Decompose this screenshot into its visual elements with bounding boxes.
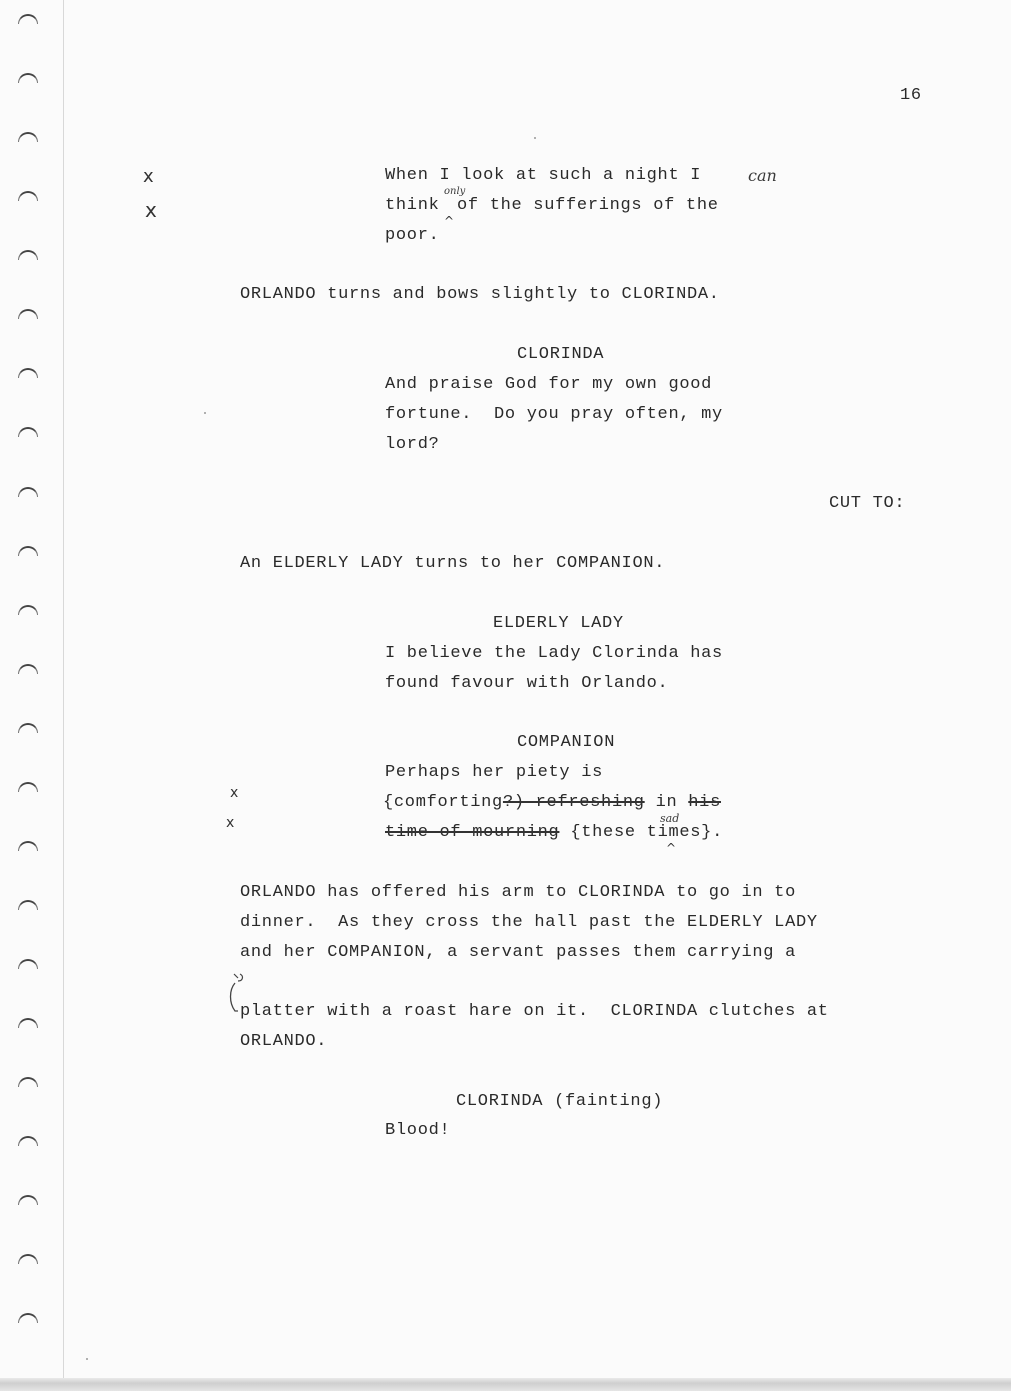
bracket-mark: { — [383, 793, 394, 812]
paper-speck — [534, 137, 536, 139]
kept-word: times} — [635, 823, 713, 842]
kept-word: these — [581, 823, 636, 842]
struck-text: ?) refreshing — [502, 793, 645, 812]
action-line: ORLANDO turns and bows slightly to CLORINDA. — [240, 285, 720, 304]
margin-x-mark: x — [230, 785, 239, 801]
binder-hole-icon — [18, 14, 38, 24]
binder-hole-icon — [18, 1313, 38, 1323]
handwritten-insert: can — [748, 166, 777, 185]
struck-text: time of mourning — [385, 823, 560, 842]
binder-hole-icon — [18, 368, 38, 378]
binder-hole-icon — [18, 723, 38, 733]
action-line: dinner. As they cross the hall past the ELDERLY LADY — [240, 913, 818, 932]
kept-word: comforting — [393, 793, 503, 812]
handwritten-insert: sad — [660, 812, 680, 825]
binder-hole-icon — [18, 309, 38, 319]
dialogue-line: Perhaps her piety is — [385, 763, 604, 782]
binder-hole-icon — [18, 1136, 38, 1146]
binder-hole-icon — [18, 1018, 38, 1028]
binder-hole-icon — [18, 841, 38, 851]
struck-text: his — [688, 793, 721, 812]
binder-hole-icon — [18, 605, 38, 615]
binder-hole-icon — [18, 959, 38, 969]
binder-hole-icon — [18, 782, 38, 792]
dialogue-line: When I look at such a night I — [385, 166, 702, 185]
bracket-mark: { — [559, 823, 582, 842]
margin-x-mark: x — [145, 198, 157, 222]
binder-hole-icon — [18, 546, 38, 556]
action-line: and her COMPANION, a servant passes them carrying a — [240, 943, 796, 962]
revised-dialogue-line — [383, 793, 721, 813]
character-name: COMPANION — [517, 733, 616, 752]
binder-hole-icon — [18, 1077, 38, 1087]
margin-x-mark: x — [226, 815, 235, 831]
character-name: CLORINDA (fainting) — [456, 1092, 664, 1111]
binder-hole-icon — [18, 73, 38, 83]
caret-mark: ^ — [666, 841, 677, 855]
handwritten-insert: only — [444, 186, 466, 197]
binder-hole-icon — [18, 132, 38, 142]
binder-hole-icon — [18, 664, 38, 674]
action-line: ORLANDO. — [240, 1032, 328, 1051]
binder-hole-icon — [18, 427, 38, 437]
character-name: CLORINDA — [517, 345, 605, 364]
transition: CUT TO: — [829, 494, 906, 513]
binder-hole-icon — [18, 191, 38, 201]
dialogue-line: think — [385, 196, 440, 215]
dialogue-line: Blood! — [385, 1121, 451, 1140]
binder-hole-icon — [18, 1254, 38, 1264]
kept-word: in — [644, 793, 689, 812]
binding-margin-line — [63, 0, 64, 1385]
dialogue-line: found favour with Orlando. — [385, 674, 669, 693]
action-line: platter with a roast hare on it. CLORINDA clutches at — [240, 1002, 829, 1021]
binder-hole-icon — [18, 487, 38, 497]
kept-word: . — [712, 823, 723, 842]
dialogue-line: lord? — [385, 435, 440, 454]
dialogue-line: fortune. Do you pray often, my — [385, 405, 723, 424]
margin-x-mark: x — [143, 166, 154, 187]
binder-hole-icon — [18, 900, 38, 910]
caret-mark: ^ — [444, 214, 455, 228]
character-name: ELDERLY LADY — [493, 614, 624, 633]
dialogue-line: of the sufferings of the — [457, 196, 719, 215]
dialogue-line: poor. — [385, 226, 440, 245]
binder-hole-icon — [18, 250, 38, 260]
action-line: An ELDERLY LADY turns to her COMPANION. — [240, 554, 666, 573]
paper-speck — [86, 1358, 88, 1360]
action-line: ORLANDO has offered his arm to CLORINDA to go in to — [240, 883, 796, 902]
page-number: 16 — [900, 86, 922, 105]
dialogue-line: I believe the Lady Clorinda has — [385, 644, 723, 663]
dialogue-line: And praise God for my own good — [385, 375, 713, 394]
revised-dialogue-line — [385, 823, 723, 843]
paper-speck — [204, 412, 206, 414]
binder-hole-icon — [18, 1195, 38, 1205]
page-bottom-edge — [0, 1378, 1011, 1391]
